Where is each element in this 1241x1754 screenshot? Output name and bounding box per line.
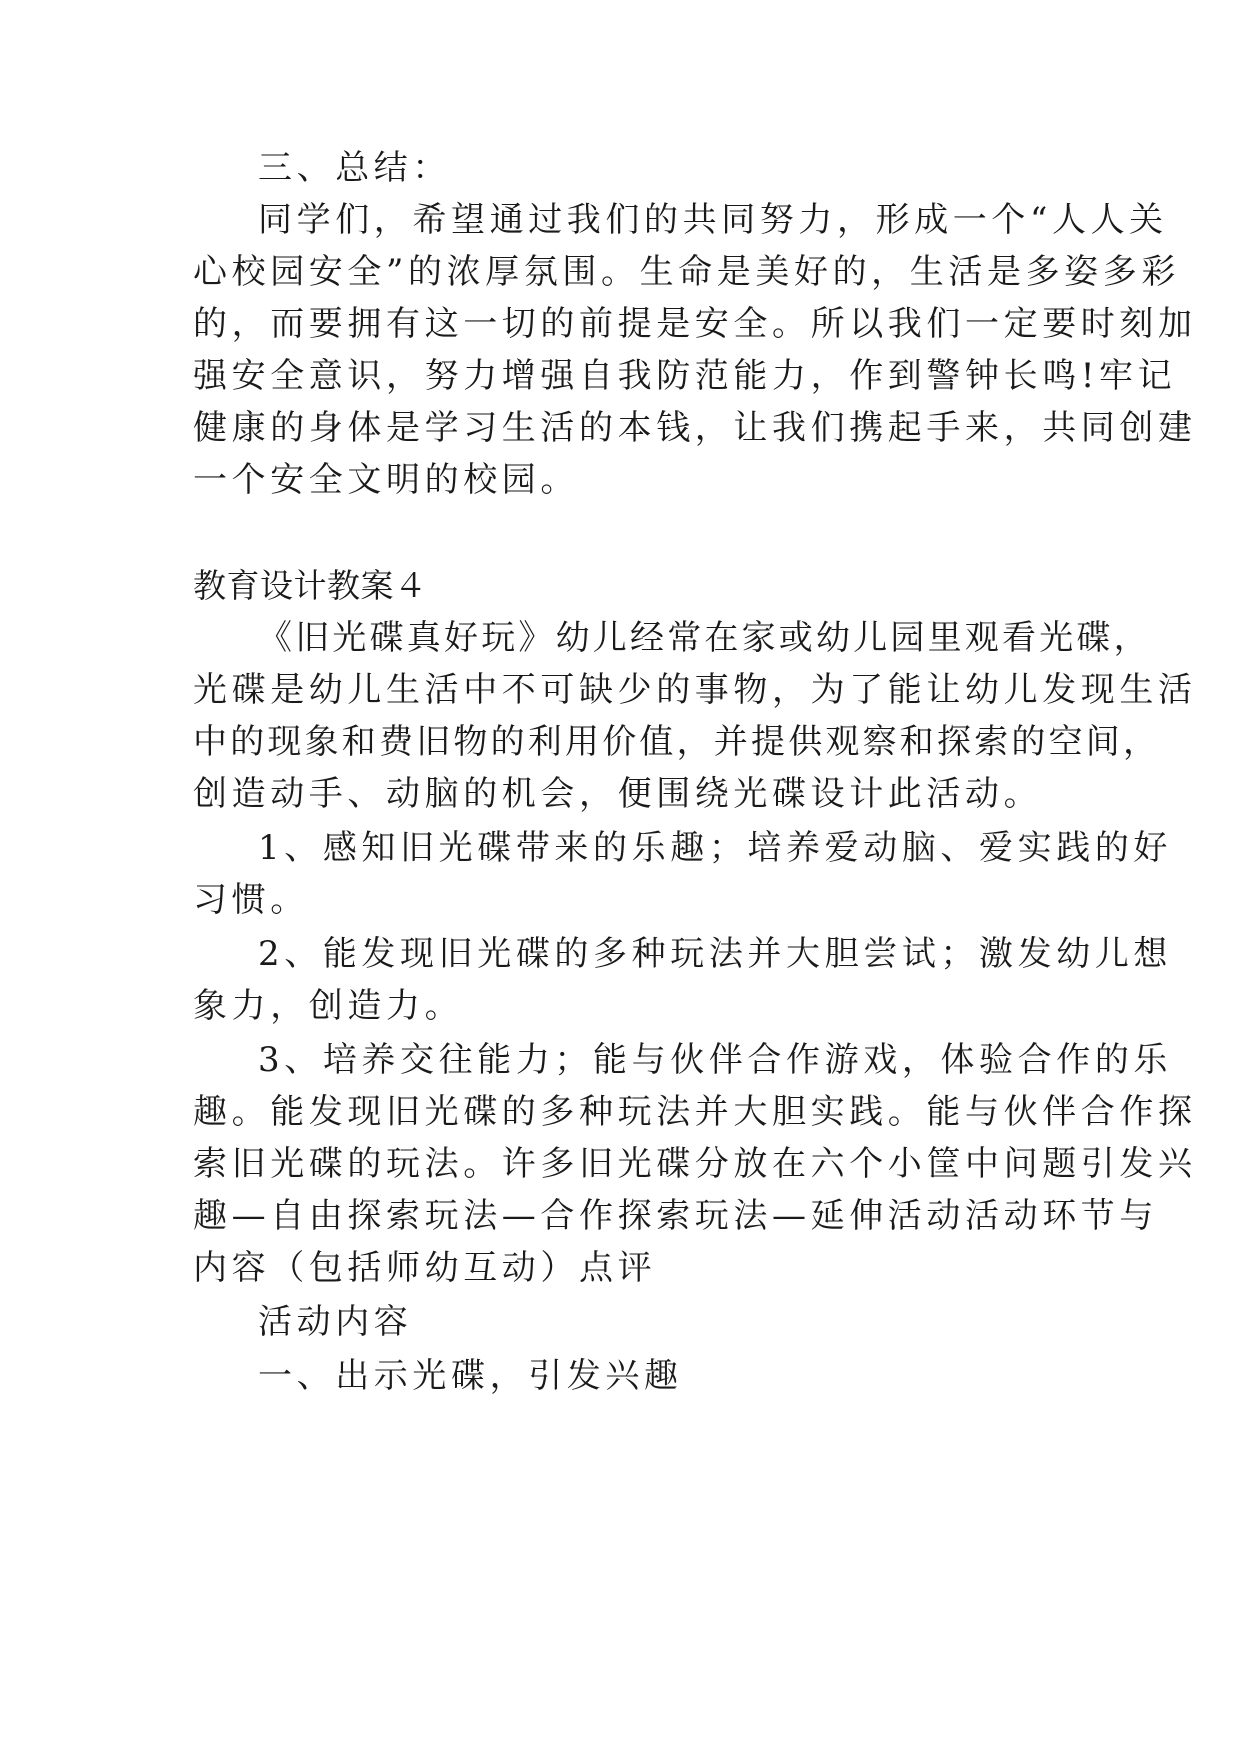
goal1-line-1: 1、感知旧光碟带来的乐趣；培养爱动脑、爱实践的好 (258, 828, 1173, 868)
intro-line-4: 创造动手、动脑的机会，便围绕光碟设计此活动。 (193, 774, 1043, 814)
goal3-line-1: 3、培养交往能力；能与伙伴合作游戏，体验合作的乐 (258, 1040, 1173, 1080)
summary-line-3: 的，而要拥有这一切的前提是安全。所以我们一定要时刻加 (193, 304, 1197, 344)
summary-line-1: 同学们，希望通过我们的共同努力，形成一个“人人关 (258, 200, 1168, 240)
activity-heading: 活动内容 (258, 1302, 413, 1342)
summary-line-6: 一个安全文明的校园。 (193, 460, 579, 500)
intro-line-1: 《旧光碟真好玩》幼儿经常在家或幼儿园里观看光碟， (258, 618, 1151, 658)
summary-line-2: 心校园安全”的浓厚氛围。生命是美好的，生活是多姿多彩 (193, 252, 1180, 292)
goal3-line-4: 趣—自由探索玩法—合作探索玩法—延伸活动活动环节与 (193, 1196, 1158, 1236)
summary-line-4: 强安全意识，努力增强自我防范能力，作到警钟长鸣!牢记 (193, 356, 1177, 396)
activity-step-1: 一、出示光碟，引发兴趣 (258, 1356, 683, 1396)
summary-line-5: 健康的身体是学习生活的本钱，让我们携起手来，共同创建 (193, 408, 1197, 448)
intro-line-2: 光碟是幼儿生活中不可缺少的事物，为了能让幼儿发现生活 (193, 670, 1197, 710)
goal2-line-2: 象力，创造力。 (193, 986, 464, 1026)
section-heading-summary: 三、总结： (258, 148, 451, 188)
goal1-line-2: 习惯。 (193, 880, 309, 920)
intro-line-3: 中的现象和费旧物的利用价值，并提供观察和探索的空间， (193, 722, 1161, 762)
goal3-line-2: 趣。能发现旧光碟的多种玩法并大胆实践。能与伙伴合作探 (193, 1092, 1197, 1132)
goal3-line-3: 索旧光碟的玩法。许多旧光碟分放在六个小筐中问题引发兴 (193, 1144, 1197, 1184)
plan-title: 教育设计教案４ (193, 566, 428, 605)
goal2-line-1: 2、能发现旧光碟的多种玩法并大胆尝试；激发幼儿想 (258, 934, 1173, 974)
goal3-line-5: 内容（包括师幼互动）点评 (193, 1248, 657, 1288)
